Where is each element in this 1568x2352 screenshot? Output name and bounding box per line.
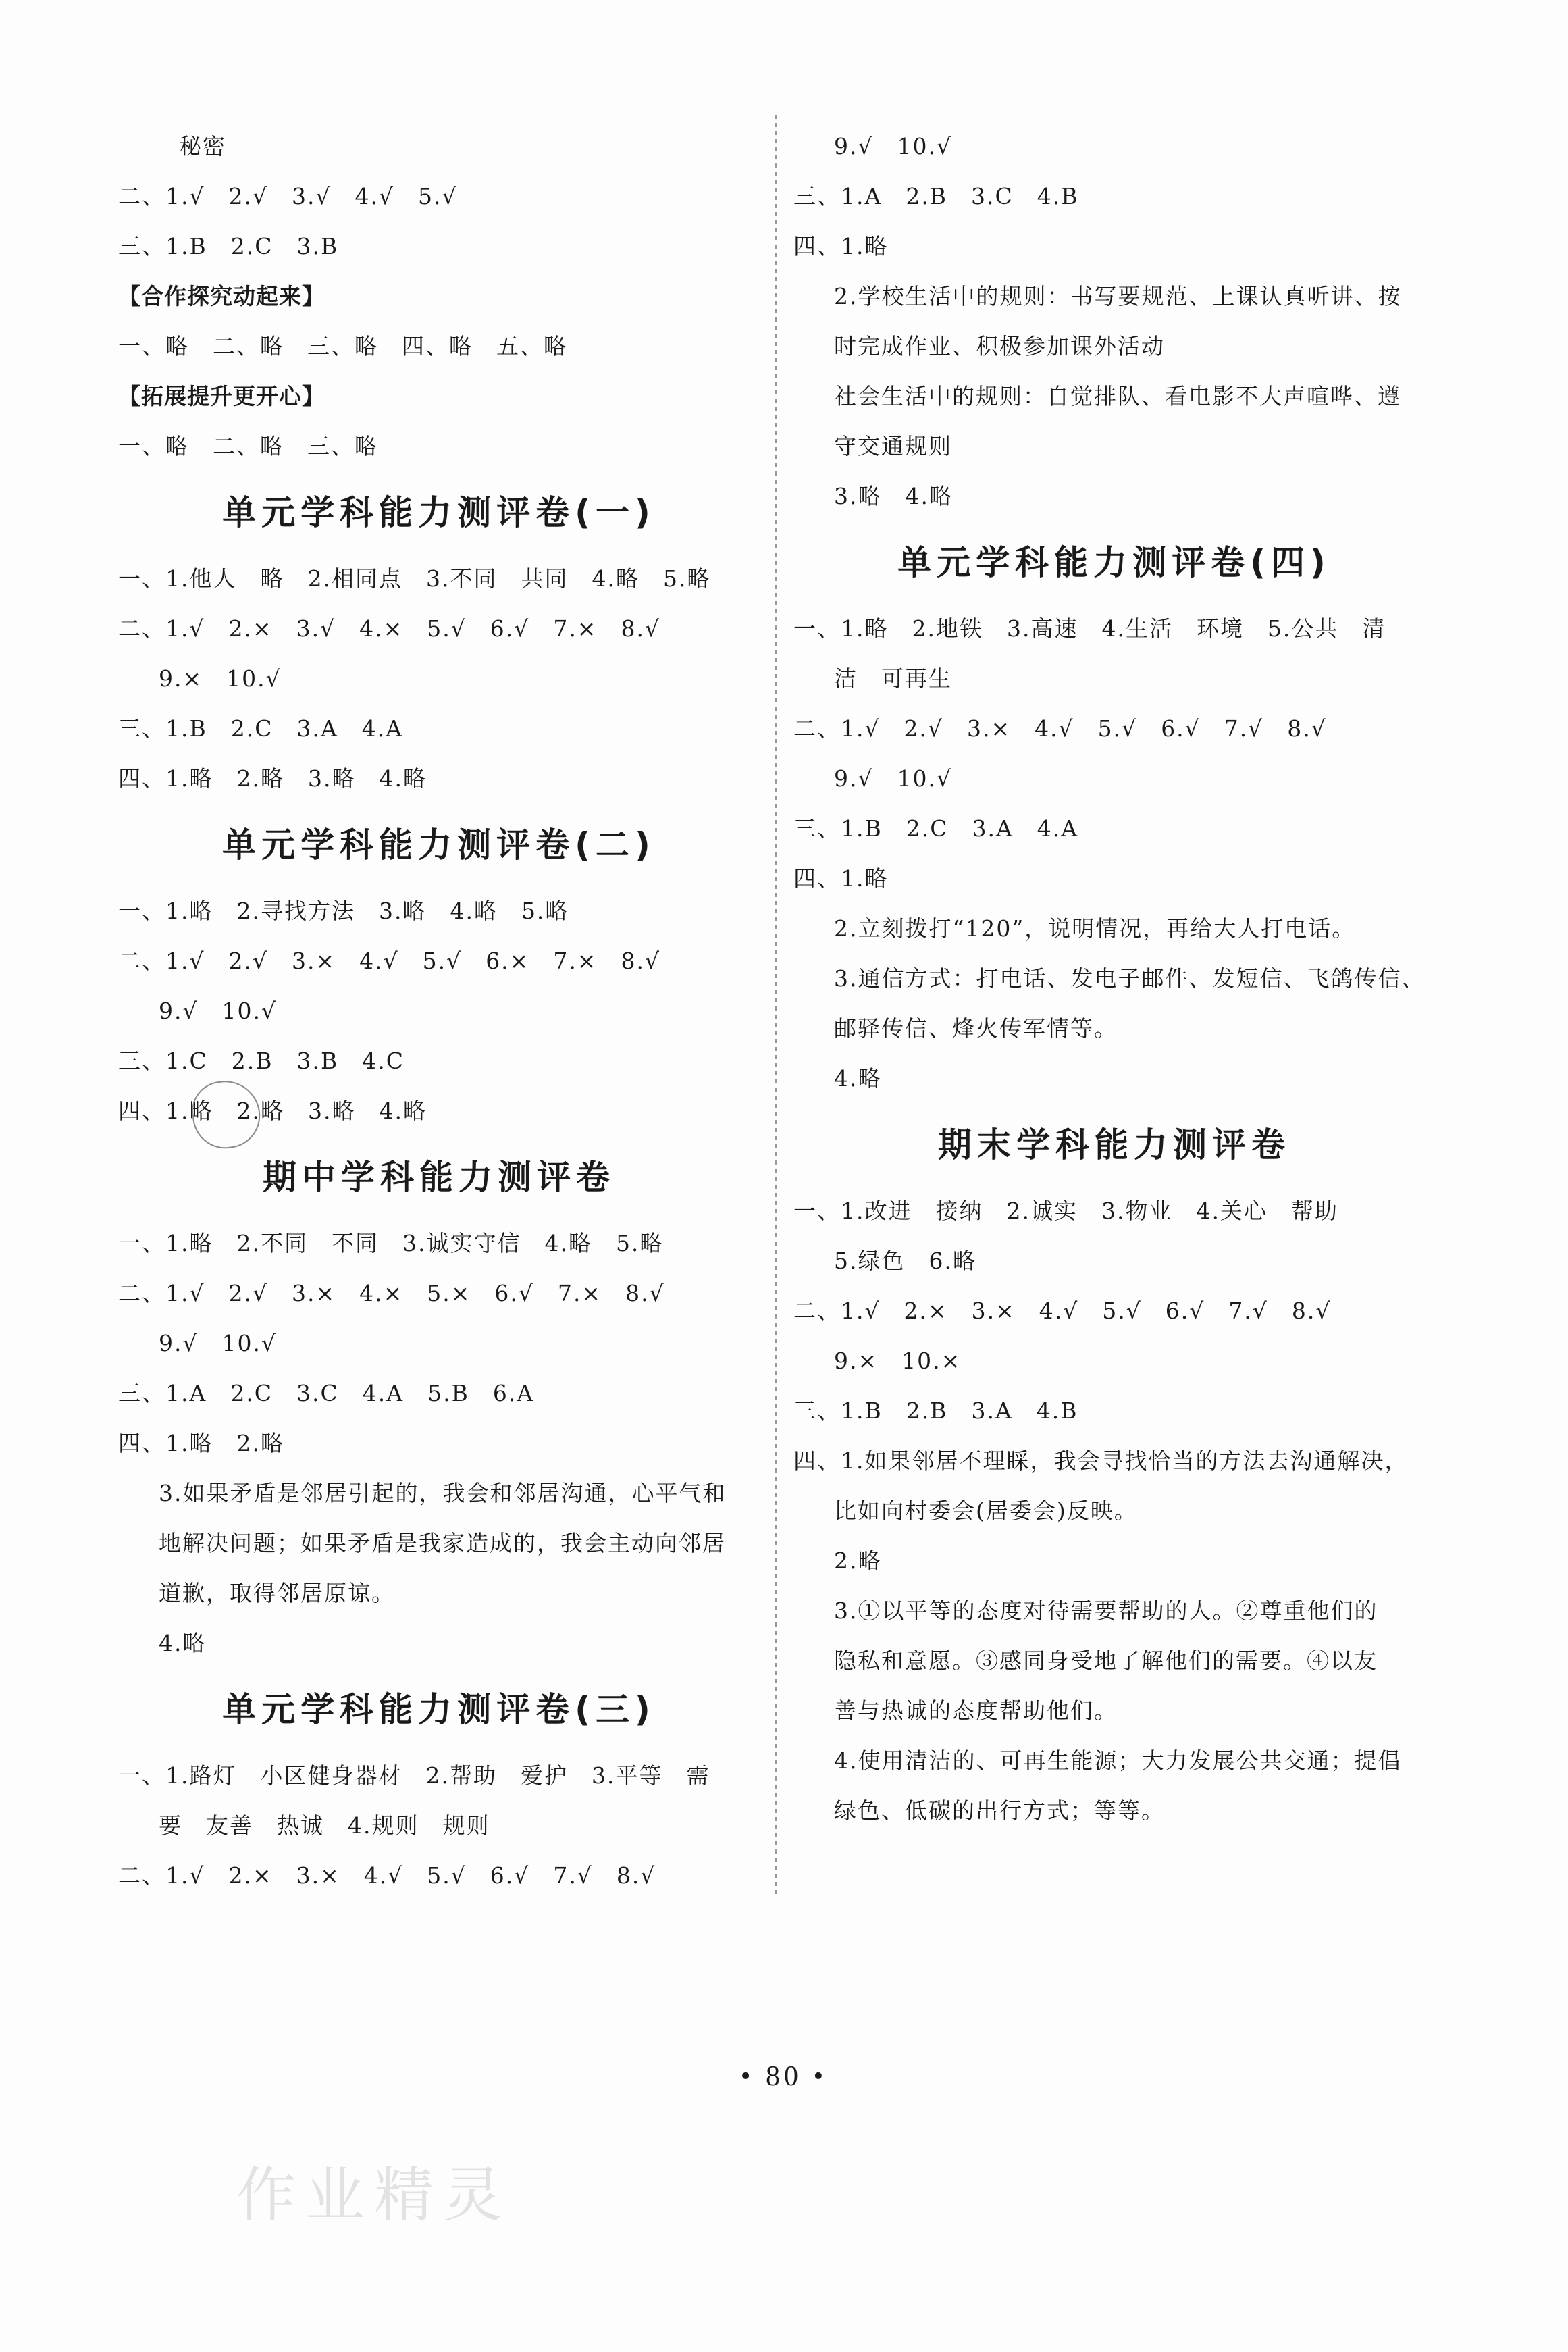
answer-line: 9.√ 10.√ (159, 998, 278, 1024)
answer-line: 二、1.√ 2.√ 3.√ 4.√ 5.√ (118, 183, 458, 209)
answer-line: 一、1.略 2.地铁 3.高速 4.生活 环境 5.公共 清 (793, 615, 1386, 642)
answer-line: 三、1.B 2.B 3.A 4.B (793, 1398, 1078, 1424)
answer-line: 守交通规则 (834, 433, 952, 459)
answer-line: 四、1.略 2.略 3.略 4.略 (118, 1098, 427, 1124)
answer-line: 9.√ 10.√ (159, 1330, 278, 1356)
answer-line: 时完成作业、积极参加课外活动 (834, 333, 1165, 359)
answer-line: 5.绿色 6.略 (834, 1248, 976, 1274)
answer-line: 一、1.改进 接纳 2.诚实 3.物业 4.关心 帮助 (793, 1198, 1338, 1224)
answer-line: 善与热诚的态度帮助他们。 (834, 1697, 1118, 1724)
answer-line: 隐私和意愿。③感同身受地了解他们的需要。④以友 (834, 1647, 1378, 1674)
section-heading: 单元学科能力测评卷(一) (222, 493, 656, 532)
answer-line: 4.略 (834, 1065, 882, 1092)
answer-line: 二、1.√ 2.× 3.× 4.√ 5.√ 6.√ 7.√ 8.√ (793, 1298, 1332, 1324)
answer-line: 三、1.A 2.C 3.C 4.A 5.B 6.A (118, 1380, 535, 1406)
answer-line: 9.√ 10.√ (834, 765, 953, 792)
section-heading: 期末学科能力测评卷 (938, 1125, 1290, 1165)
section-heading: 单元学科能力测评卷(三) (222, 1690, 656, 1729)
page-number: • 80 • (740, 2061, 828, 2092)
answer-line: 社会生活中的规则：自觉排队、看电影不大声喧哗、遵 (834, 383, 1401, 409)
answer-line: 3.如果矛盾是邻居引起的，我会和邻居沟通，心平气和 (159, 1480, 727, 1506)
answer-line: 绿色、低碳的出行方式；等等。 (834, 1797, 1165, 1824)
answer-line: 秘密 (179, 133, 226, 159)
answer-line: 道歉，取得邻居原谅。 (159, 1580, 395, 1606)
subsection-label: 【拓展提升更开心】 (118, 383, 325, 409)
answer-line: 二、1.√ 2.√ 3.× 4.× 5.× 6.√ 7.× 8.√ (118, 1280, 665, 1306)
answer-line: 四、1.略 (793, 865, 889, 892)
answer-line: 2.立刻拨打“120”，说明情况，再给大人打电话。 (834, 915, 1356, 942)
answer-line: 四、1.略 2.略 (118, 1430, 284, 1456)
answer-line: 一、1.路灯 小区健身器材 2.帮助 爱护 3.平等 需 (118, 1762, 710, 1789)
section-heading: 单元学科能力测评卷(二) (222, 825, 656, 865)
answer-line: 9.× 10.√ (159, 665, 282, 692)
answer-line: 洁 可再生 (834, 665, 952, 692)
answer-line: 2.略 (834, 1548, 882, 1574)
section-heading: 期中学科能力测评卷 (263, 1158, 615, 1197)
subsection-label: 【合作探究动起来】 (118, 283, 325, 309)
answer-line: 2.学校生活中的规则：书写要规范、上课认真听讲、按 (834, 283, 1402, 309)
answer-line: 三、1.B 2.C 3.A 4.A (793, 815, 1079, 842)
answer-line: 二、1.√ 2.√ 3.× 4.√ 5.√ 6.× 7.× 8.√ (118, 948, 660, 974)
section-heading: 单元学科能力测评卷(四) (897, 543, 1331, 582)
answer-line: 四、1.略 (793, 233, 889, 259)
answer-line: 一、1.他人 略 2.相同点 3.不同 共同 4.略 5.略 (118, 565, 711, 592)
answer-line: 3.①以平等的态度对待需要帮助的人。②尊重他们的 (834, 1597, 1378, 1624)
right-answer-column (793, 122, 1435, 1836)
answer-line: 9.√ 10.√ (834, 133, 953, 159)
answer-line: 4.使用清洁的、可再生能源；大力发展公共交通；提倡 (834, 1747, 1402, 1774)
answer-line: 三、1.B 2.C 3.A 4.A (118, 715, 404, 742)
answer-line: 3.略 4.略 (834, 483, 953, 509)
answer-line: 二、1.√ 2.× 3.√ 4.× 5.√ 6.√ 7.× 8.√ (118, 615, 660, 642)
answer-line: 二、1.√ 2.√ 3.× 4.√ 5.√ 6.√ 7.√ 8.√ (793, 715, 1327, 742)
column-divider (775, 115, 777, 1898)
answer-line: 一、1.略 2.寻找方法 3.略 4.略 5.略 (118, 898, 569, 924)
left-answer-column (118, 122, 760, 1901)
answer-line: 4.略 (159, 1630, 207, 1656)
answer-line: 9.× 10.× (834, 1348, 962, 1374)
answer-line: 一、略 二、略 三、略 (118, 433, 378, 459)
answer-line: 四、1.如果邻居不理睬，我会寻找恰当的方法去沟通解决， (793, 1448, 1409, 1474)
watermark-text: 作业精灵 (236, 2160, 513, 2230)
answer-line: 三、1.B 2.C 3.B (118, 233, 339, 259)
answer-line: 四、1.略 2.略 3.略 4.略 (118, 765, 427, 792)
answer-line: 二、1.√ 2.× 3.× 4.√ 5.√ 6.√ 7.√ 8.√ (118, 1862, 656, 1889)
answer-line: 一、1.略 2.不同 不同 3.诚实守信 4.略 5.略 (118, 1230, 664, 1256)
answer-line: 3.通信方式：打电话、发电子邮件、发短信、飞鸽传信、 (834, 965, 1426, 992)
answer-line: 三、1.A 2.B 3.C 4.B (793, 183, 1079, 209)
answer-line: 要 友善 热诚 4.规则 规则 (159, 1812, 490, 1839)
answer-line: 一、略 二、略 三、略 四、略 五、略 (118, 333, 567, 359)
answer-line: 三、1.C 2.B 3.B 4.C (118, 1048, 404, 1074)
answer-line: 邮驿传信、烽火传军情等。 (834, 1015, 1118, 1042)
answer-line: 地解决问题；如果矛盾是我家造成的，我会主动向邻居 (159, 1530, 726, 1556)
answer-line: 比如向村委会(居委会)反映。 (834, 1498, 1138, 1524)
